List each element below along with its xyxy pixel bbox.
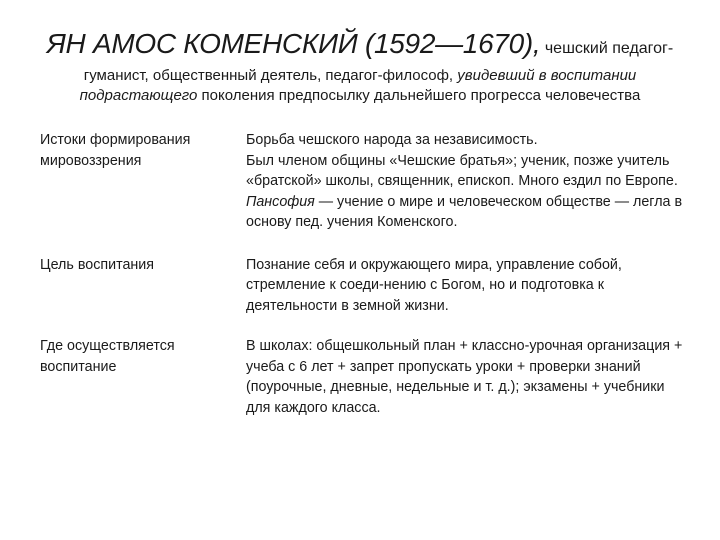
subtitle xyxy=(20,66,700,106)
row-content-line: Борьба чешского народа за независимость. xyxy=(246,132,538,148)
title-tail: чешский педагог- xyxy=(540,40,674,57)
subtitle-line2-normal: поколения предпосылку дальнейшего прогресса человечества xyxy=(197,87,641,104)
row-label: Цель воспитания xyxy=(40,256,155,273)
table-row xyxy=(40,336,690,418)
table-row xyxy=(40,255,690,337)
row-content xyxy=(246,336,690,418)
pansophy-term: Пансофия xyxy=(246,193,315,210)
row-content xyxy=(246,255,690,337)
row-label: Истоки формирования мировоззрения xyxy=(40,132,191,169)
row-rest: общешкольный план + классно-урочная организация + учеба с 6 лет + запрет пропускать уроки + проверки знаний (поурочные, дневные, недельные и т. д.); экзамены + учебники для каждого класса. xyxy=(246,338,683,416)
row-rest: и окружающего мира, управление собой, стремление к соеди-нению с Богом, но и подготовка к деятельности в земной жизни. xyxy=(246,256,622,314)
row-content xyxy=(246,130,690,255)
row-label: Где осуществляется воспитание xyxy=(40,338,175,375)
info-table xyxy=(40,130,690,418)
table-row xyxy=(40,130,690,255)
row-lead: Познание себя xyxy=(246,256,345,273)
pansophy-description: — учение о мире и человеческом обществе — легла в основу пед. учения Коменского. xyxy=(246,193,683,230)
subtitle-line1-italic: увидевший в воспитании xyxy=(457,67,637,84)
subtitle-line1-normal: гуманист, общественный деятель, педагог-философ, xyxy=(83,67,458,84)
row-content-line: Был членом общины «Чешские братья»; ученик, позже учитель «братской» школы, священник, епископ. Много ездил по Европе. xyxy=(246,152,678,189)
page-title xyxy=(20,28,700,60)
subtitle-line2-italic: подрастающего xyxy=(79,87,198,104)
title-name: ЯН АМОС КОМЕНСКИЙ (1592—1670), xyxy=(46,28,541,59)
row-lead: В школах: xyxy=(246,338,313,354)
